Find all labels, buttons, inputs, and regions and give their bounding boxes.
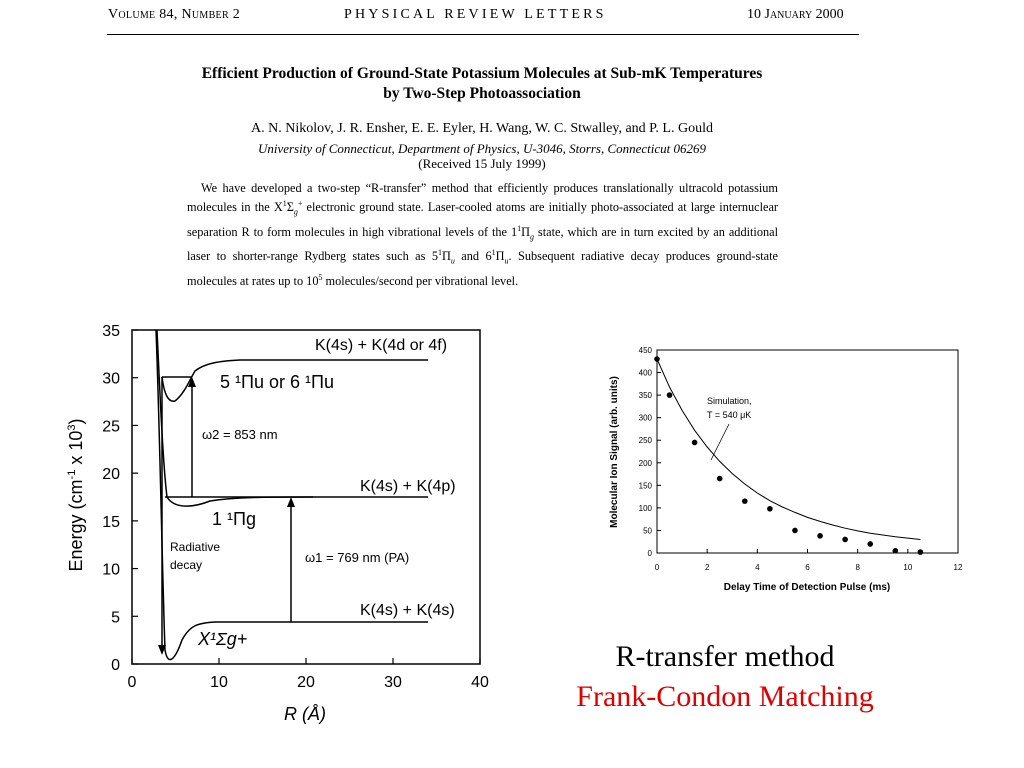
asymptote-low-label: K(4s) + K(4s) [360,602,455,619]
caption-r-transfer: R-transfer method [615,640,835,673]
chart-y-tick-label: 50 [643,526,652,536]
data-point [817,533,823,539]
title-line-1: Efficient Production of Ground-State Potassium Molecules at Sub-mK Temperatures [201,65,763,82]
abstract-part-5: . Subsequent radiative decay produces ground-state molecules at rates up to 10 [187,249,778,288]
figure1-x-axis-label: R (Å) [284,704,326,724]
state-low-label: X¹Σg+ [198,629,248,649]
abstract: We have developed a two-step “R-transfer” method that efficiently produces translationally ultracold potassium molecules in the $X^1\Sigma_g^+$ electronic ground state. Laser-cooled atoms are initially photo-associated at large internuclear separation R to form molecules in high vibrational levels of the $1^1\Pi_g$ state, which are in turn excited by an additional laser to shorter-range Rydberg states such as $5^1\Pi_u$ and $6^1\Pi_u$. Subsequent radiative decay produces ground-state molecules at rates up to $10^5$ molecules/second per vibrational level. [187,181,779,288]
chart-y-tick-label: 400 [638,368,652,378]
omega2-label: ω2 = 853 nm [202,427,278,442]
received-date: (Received 15 July 1999) [418,156,546,171]
figure1-y-tick-label: 10 [102,561,120,579]
abstract-part-1: We have developed a two-step “R-transfer” method that efficiently produces translationally ultracold potassium molecules in the X [187,181,778,215]
caption-frank-condon: Frank-Condon Matching [576,680,874,713]
figure1-x-tick-label: 10 [210,674,228,691]
data-point [742,498,748,504]
chart-y-tick-label: 200 [638,458,652,468]
abstract-part-4: and 6 [454,249,492,264]
paper-authors: A. N. Nikolov, J. R. Ensher, E. E. Eyler, H. Wang, W. C. Stwalley, and P. L. Gould [251,121,713,136]
data-points [654,356,923,555]
radiative-label-1: Radiative [170,540,221,554]
figure1-x-tick-label: 40 [471,674,489,691]
figure1-y-tick-label: 35 [102,323,120,340]
annotation-line-1: Simulation, [707,396,752,406]
chart-y-tick-label: 300 [638,413,652,423]
chart-x-tick-label: 12 [953,563,963,572]
figure1-x-tick-label: 20 [297,674,315,691]
journal-volume: Volume 84, Number 2 [108,7,241,22]
chart-x-tick-label: 10 [903,563,913,572]
radiative-label-2: decay [170,558,203,572]
state-mid-label: 1 ¹Πg [212,509,257,529]
data-point [892,548,898,554]
paper-affiliation: University of Connecticut, Department of Physics, U-3046, Storrs, Connecticut 06269 [257,141,707,156]
data-point [842,537,848,543]
figure1-x-tick-label: 30 [384,674,402,691]
annotation-pointer [711,424,729,460]
abstract-part-6: molecules/second per vibrational level. [322,273,519,288]
chart-y-tick-label: 450 [638,346,652,355]
chart-frame [657,350,958,553]
abstract-part-3: state, which are in turn excited by an additional laser to shorter-range Rydberg states such as 5 [187,224,779,264]
chart-y-tick-label: 350 [638,391,652,401]
journal-date: 10 January 2000 [747,7,844,22]
abstract-part-2: electronic ground state. Laser-cooled atoms are initially photo-associated at large internuclear separation R to form molecules in high vibrational levels of the 1 [187,200,778,239]
data-point [667,392,673,398]
potential-curves-figure [60,315,500,735]
chart-y-tick-label: 250 [638,436,652,446]
omega1-arrowhead [287,497,295,507]
figure1-y-tick-label: 15 [102,513,120,531]
header-rule [107,34,859,35]
figure1-y-tick-label: 25 [102,418,120,436]
title-line-2: by Two-Step Photoassociation [383,85,581,102]
journal-name: PHYSICAL REVIEW LETTERS [344,7,607,22]
figure1-y-tick-label: 20 [102,466,120,484]
data-point [867,541,873,547]
ion-signal-chart [605,340,965,600]
omega1-label: ω1 = 769 nm (PA) [305,550,410,565]
figure1-x-ticks [128,658,489,691]
chart-x-ticks [655,549,963,572]
state-top-label: 5 ¹Πu or 6 ¹Πu [220,372,335,392]
chart-y-axis-label: Molecular Ion Signal (arb. units) [609,376,620,528]
figure1-y-tick-label: 0 [111,657,120,674]
chart-y-tick-label: 150 [638,481,652,491]
data-point [792,528,798,534]
figure1-y-axis-label: Energy ($cm^{-1}$ x $10^3$) [66,418,86,572]
chart-x-tick-label: 0 [654,563,660,572]
data-point [717,476,723,482]
simulation-curve [657,359,920,540]
annotation-line-2: T = 540 μK [707,410,752,420]
data-point [918,549,924,555]
chart-y-tick-label: 100 [638,503,652,513]
chart-y-tick-label: 0 [647,549,652,558]
asymptote-mid-label: K(4s) + K(4p) [360,478,456,495]
figure1-y-tick-label: 5 [111,609,120,627]
paper-title [130,64,834,104]
figure1-y-tick-label: 30 [102,370,120,388]
figure1-x-tick-label: 0 [127,674,137,691]
chart-x-axis-label: Delay Time of Detection Pulse (ms) [723,582,891,593]
chart-x-tick-label: 2 [704,563,710,572]
chart-x-tick-label: 6 [805,563,810,572]
data-point [692,440,698,446]
chart-x-tick-label: 4 [755,563,760,572]
data-point [654,356,660,362]
chart-x-tick-label: 8 [855,563,860,572]
data-point [767,506,773,512]
chart-y-ticks [639,346,661,558]
asymptote-top-label: K(4s) + K(4d or 4f) [315,337,448,354]
